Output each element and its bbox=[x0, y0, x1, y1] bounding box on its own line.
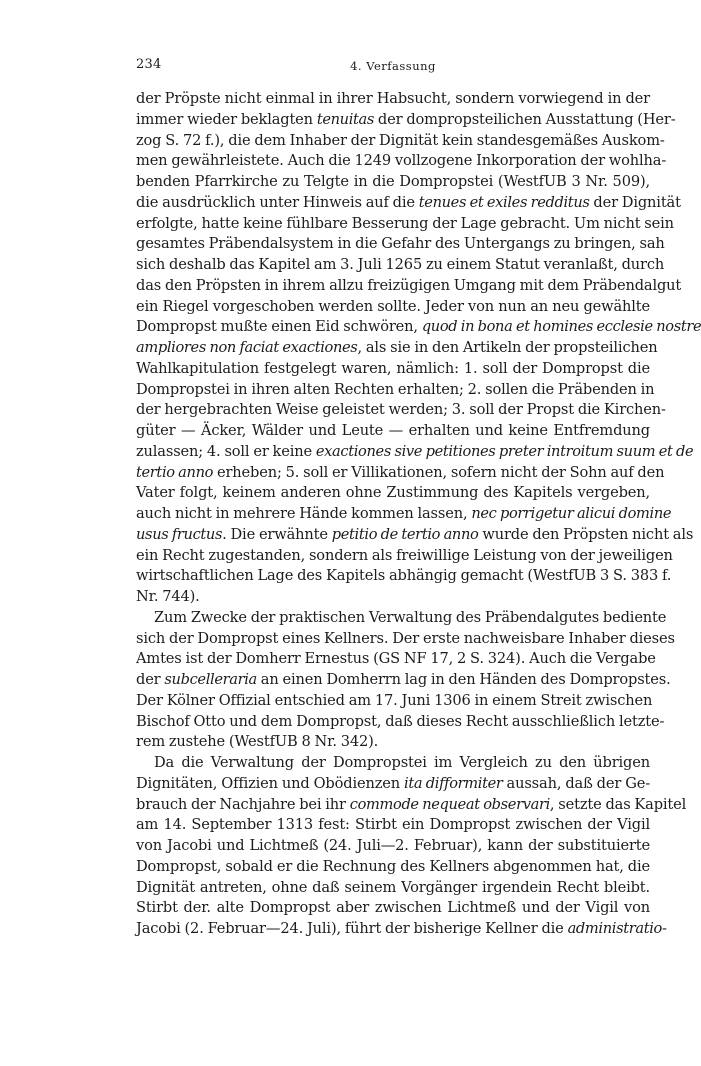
text-run: erfolgte, hatte keine fühlbare Besserung der Lage gebracht. Um nicht sein bbox=[136, 214, 674, 232]
text-run: der dompropsteilichen Ausstattung (Her- bbox=[374, 110, 676, 128]
text-run: wurde den Pröpsten nicht als bbox=[478, 525, 694, 543]
text-run: rem zustehe (WestfUB 8 Nr. 342). bbox=[136, 733, 379, 751]
italic-latin-phrase: ampliores non faciat exactiones bbox=[136, 339, 358, 356]
text-line bbox=[136, 732, 650, 753]
running-head: 4. Verfassung bbox=[350, 59, 436, 73]
text-line bbox=[136, 400, 666, 421]
text-line bbox=[136, 608, 667, 629]
text-line bbox=[136, 525, 694, 546]
text-line bbox=[136, 878, 650, 899]
text-run: der Dignität bbox=[589, 193, 681, 211]
text-run: gesamtes Präbendalsystem in die Gefahr des Untergangs zu bringen, sah bbox=[136, 235, 665, 253]
text-run: Vater folgt, keinem anderen ohne Zustimmung des Kapitels vergeben, bbox=[136, 484, 650, 502]
text-line bbox=[136, 691, 653, 712]
text-run: sich der Dompropst eines Kellners. Der erste nachweisbare Inhaber dieses bbox=[136, 629, 675, 647]
text-line bbox=[136, 629, 675, 650]
text-line bbox=[136, 566, 672, 587]
text-line bbox=[136, 898, 650, 919]
page-number: 234 bbox=[136, 57, 162, 72]
text-run: ein Riegel vorgeschoben werden sollte. Jeder von nun an neu gewählte bbox=[136, 297, 650, 315]
italic-latin-phrase: ita difformiter bbox=[404, 774, 503, 792]
text-run: von Jacobi und Lichtmeß (24. Juli—2. Februar), kann der substituierte bbox=[136, 837, 650, 854]
text-run: Wahlkapitulation festgelegt waren, nämlich: 1. soll der Dompropst die bbox=[136, 359, 650, 377]
text-run: . Die erwähnte bbox=[222, 525, 332, 543]
text-run: Amtes ist der Domherr Ernestus (GS NF 17, 2 S. 324). Auch die Vergabe bbox=[136, 650, 656, 668]
text-line bbox=[136, 89, 650, 110]
text-line bbox=[136, 670, 671, 691]
text-run: , als sie in den Artikeln der propsteilichen bbox=[357, 339, 658, 356]
italic-latin-phrase: commode nequeat observari bbox=[349, 795, 550, 813]
text-run: aussah, daß der Ge- bbox=[502, 774, 650, 792]
text-run: erheben; 5. soll er Villikationen, sofern nicht der Sohn auf den bbox=[213, 463, 665, 481]
text-line bbox=[136, 774, 650, 795]
text-line bbox=[136, 483, 650, 504]
text-line bbox=[136, 649, 656, 670]
text-run: Nr. 744). bbox=[136, 588, 200, 605]
text-line bbox=[136, 587, 650, 608]
text-line bbox=[136, 131, 665, 152]
text-run: benden Pfarrkirche zu Telgte in die Dompropstei (WestfUB 3 Nr. 509), bbox=[136, 173, 650, 190]
italic-latin-phrase: usus fructus bbox=[136, 525, 223, 543]
italic-latin-phrase: quod in bona et homines ecclesie nostre bbox=[421, 318, 701, 336]
text-line bbox=[136, 795, 687, 816]
italic-latin-phrase: exactiones sive petitiones preter introitum suum et de bbox=[315, 442, 694, 460]
text-run: Dompropst mußte einen Eid schwören, bbox=[136, 318, 422, 336]
text-line bbox=[136, 504, 672, 525]
text-line bbox=[136, 338, 658, 359]
text-run: am 14. September 1313 fest: Stirbt ein Dompropst zwischen der Vigil bbox=[136, 816, 650, 834]
text-line bbox=[136, 359, 650, 380]
text-run: auch nicht in mehrere Hände kommen lassen, bbox=[136, 505, 472, 522]
italic-latin-phrase: administratio- bbox=[567, 920, 667, 937]
text-run: sich deshalb das Kapitel am 3. Juli 1265 zu einem Statut veranlaßt, durch bbox=[136, 256, 665, 273]
text-line bbox=[136, 193, 681, 214]
text-run: Dompropstei in ihren alten Rechten erhalten; 2. sollen die Präbenden in bbox=[136, 380, 655, 398]
text-line bbox=[136, 214, 674, 235]
text-run: der hergebrachten Weise geleistet werden; 3. soll der Propst die Kirchen- bbox=[136, 401, 666, 419]
text-line bbox=[136, 836, 650, 857]
text-run: zulassen; 4. soll er keine bbox=[136, 442, 316, 460]
text-run: das den Pröpsten in ihrem allzu freizügigen Umgang mit dem Präbendalgut bbox=[136, 276, 682, 294]
text-run: Dignität antreten, ohne daß seinem Vorgänger irgendein Recht bleibt. bbox=[136, 878, 650, 896]
page-header bbox=[136, 57, 650, 77]
text-line bbox=[136, 463, 665, 484]
text-line bbox=[136, 255, 665, 276]
text-run: Der Kölner Offizial entschied am 17. Juni 1306 in einem Streit zwischen bbox=[136, 691, 653, 709]
text-run: Dompropst, sobald er die Rechnung des Kellners abgenommen hat, die bbox=[136, 857, 650, 875]
italic-latin-phrase: subcelleraria bbox=[164, 671, 257, 688]
text-line bbox=[136, 753, 650, 774]
text-line bbox=[136, 234, 665, 255]
italic-latin-phrase: tenuitas bbox=[316, 110, 375, 128]
text-line bbox=[136, 857, 650, 878]
text-run: der bbox=[136, 671, 165, 688]
text-run: , setzte das Kapitel bbox=[549, 795, 687, 813]
text-run: Bischof Otto und dem Dompropst, daß dieses Recht ausschließlich letzte- bbox=[136, 712, 665, 730]
text-line bbox=[136, 297, 650, 318]
italic-latin-phrase: nec porrigetur alicui domine bbox=[471, 505, 672, 522]
text-line bbox=[136, 919, 667, 940]
text-run: Dignitäten, Offizien und Obödienzen bbox=[136, 774, 404, 792]
italic-latin-phrase: tertio anno bbox=[136, 463, 214, 481]
text-run: die ausdrücklich unter Hinweis auf die bbox=[136, 193, 419, 211]
text-run: wirtschaftlichen Lage des Kapitels abhängig gemacht (WestfUB 3 S. 383 f. bbox=[136, 567, 672, 585]
text-run: an einen Domherrn lag in den Händen des Dompropstes. bbox=[256, 671, 671, 688]
text-line bbox=[136, 380, 655, 401]
text-run: zog S. 72 f.), die dem Inhaber der Dignität kein standesgemäßes Auskom- bbox=[136, 131, 665, 149]
body-text bbox=[136, 89, 701, 940]
text-line bbox=[136, 317, 701, 338]
text-line bbox=[136, 172, 650, 193]
text-line bbox=[136, 110, 676, 131]
text-run: Da die Verwaltung der Dompropstei im Vergleich zu den übrigen bbox=[154, 754, 650, 771]
text-run: Jacobi (2. Februar—24. Juli), führt der bisherige Kellner die bbox=[136, 920, 568, 937]
italic-latin-phrase: petitio de tertio anno bbox=[331, 525, 479, 543]
italic-latin-phrase: tenues et exiles redditus bbox=[418, 193, 590, 211]
text-run: ein Recht zugestanden, sondern als freiwillige Leistung von der jeweiligen bbox=[136, 546, 673, 564]
text-line bbox=[136, 815, 650, 836]
text-line bbox=[136, 712, 665, 733]
text-run: der Pröpste nicht einmal in ihrer Habsucht, sondern vorwiegend in der bbox=[136, 90, 650, 107]
text-run: men gewährleistete. Auch die 1249 vollzogene Inkorporation der wohlha- bbox=[136, 152, 667, 170]
text-line bbox=[136, 421, 650, 442]
text-run: brauch der Nachjahre bei ihr bbox=[136, 795, 350, 813]
text-run: Zum Zwecke der praktischen Verwaltung des Präbendalgutes bediente bbox=[154, 608, 667, 626]
text-line bbox=[136, 276, 682, 297]
text-line bbox=[136, 546, 673, 567]
text-run: immer wieder beklagten bbox=[136, 110, 317, 128]
text-run: Stirbt der. alte Dompropst aber zwischen Lichtmeß und der Vigil von bbox=[136, 899, 650, 917]
text-line bbox=[136, 442, 694, 463]
text-line bbox=[136, 151, 667, 172]
text-run: güter — Äcker, Wälder und Leute — erhalten und keine Entfremdung bbox=[136, 422, 650, 439]
